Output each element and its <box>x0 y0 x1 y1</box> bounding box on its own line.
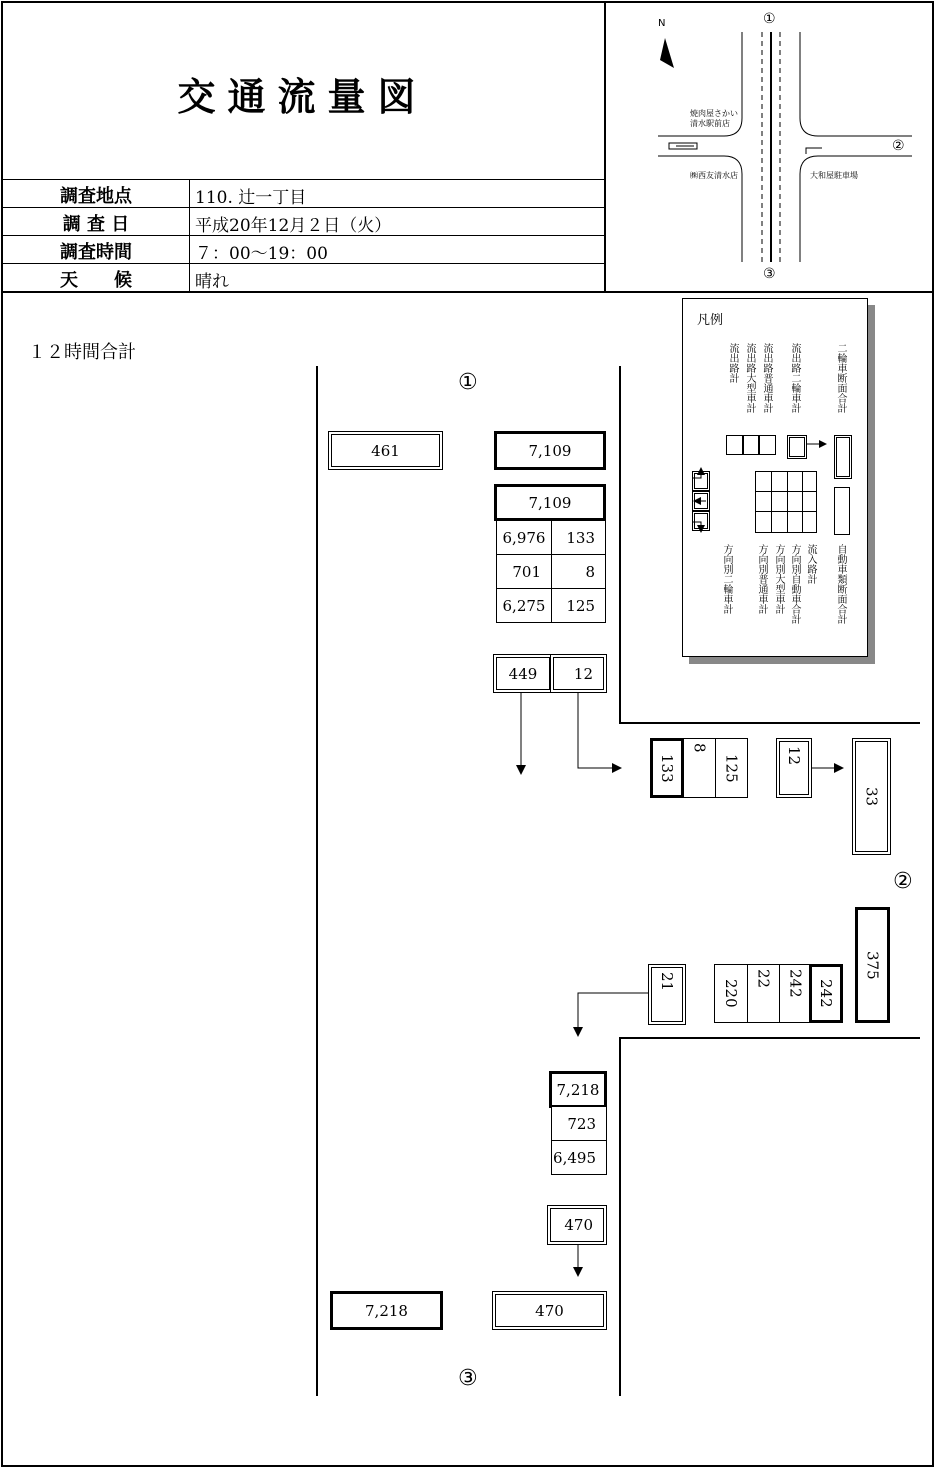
approach2-straight-large: 22 <box>747 964 780 1023</box>
legend-label-moto-cross: 二輪車断面合計 <box>835 343 846 413</box>
approach3-outflow-normal: 6,495 <box>551 1140 607 1175</box>
approach1-left-normal: 125 <box>551 588 606 623</box>
approach-2-label: ② <box>893 869 913 894</box>
approach3-outflow-large: 723 <box>551 1106 607 1141</box>
north-label: N <box>658 18 666 29</box>
approach1-moto-left: 12 <box>550 654 607 693</box>
approach1-inflow-total: 7,109 <box>494 484 606 521</box>
approach1-moto-cross-total: 461 <box>328 431 443 470</box>
approach1-straight-large: 701 <box>496 554 552 589</box>
approach2-straight-normal: 242 <box>779 964 812 1023</box>
approach2-inflow-total: 242 <box>809 964 843 1023</box>
page-title: 交通流量図 <box>177 75 428 119</box>
section-title: １２時間合計 <box>28 342 136 363</box>
legend-label-outflow-normal: 流出路普通車計 <box>761 343 772 413</box>
map-label-shop-branch: 清水駅前店 <box>690 119 730 128</box>
approach3-outflow-total: 7,218 <box>549 1071 607 1108</box>
survey-location-value: 110. 辻一丁目 <box>195 188 307 208</box>
legend-label-dir-car: 方向別自動車合計 <box>789 544 800 624</box>
map-approach-1: ① <box>763 11 776 27</box>
map-approach-2: ② <box>892 138 905 154</box>
approach2-straight-total: 220 <box>714 964 748 1023</box>
approach2-car-cross-total: 375 <box>855 907 890 1023</box>
weather-value: 晴れ <box>195 272 229 292</box>
legend-label-outflow-large: 流出路大型車計 <box>744 343 755 413</box>
legend-label-dir-large: 方向別大型車計 <box>773 544 784 614</box>
legend-label-inflow: 流入路計 <box>805 544 816 584</box>
survey-date-label: 調 査 日 <box>62 214 130 235</box>
legend-label-dir-moto: 方向別二輪車計 <box>721 544 732 614</box>
legend-arrows <box>683 299 867 656</box>
legend-panel <box>682 298 868 657</box>
legend-label-dir-normal: 方向別普通車計 <box>756 544 767 614</box>
map-label-shop: 焼肉屋さかい <box>690 109 738 118</box>
legend-label-outflow-total: 流出路計 <box>727 343 738 383</box>
approach1-straight-normal: 6,275 <box>496 588 552 623</box>
approach-1-label: ① <box>458 370 478 395</box>
approach2-outflow-moto: 12 <box>776 738 812 798</box>
map-approach-3: ③ <box>763 266 776 282</box>
survey-date-value: 平成20年12月２日（火） <box>195 216 392 236</box>
approach1-left-total: 133 <box>551 520 606 555</box>
approach2-moto-dir: 21 <box>648 964 686 1025</box>
map-label-seiyu: ㈱西友清水店 <box>690 171 738 180</box>
approach2-outflow-total: 133 <box>650 738 684 798</box>
weather-label: 天 候 <box>60 270 132 291</box>
legend-label-car-cross: 自動車類断面合計 <box>835 544 846 624</box>
legend-title: 凡例 <box>697 313 724 328</box>
approach1-outflow-total: 7,109 <box>494 431 606 470</box>
legend-label-outflow-moto: 流出路二輪車計 <box>789 343 800 413</box>
map-label-parking: 大和屋駐車場 <box>810 171 858 180</box>
approach2-outflow-normal: 125 <box>715 738 748 798</box>
approach-3-label: ③ <box>458 1366 478 1391</box>
approach3-car-cross-total: 7,218 <box>330 1291 443 1330</box>
approach3-moto-cross-total: 470 <box>492 1291 607 1330</box>
approach2-moto-cross-total: 33 <box>852 738 891 855</box>
survey-location-label: 調査地点 <box>60 186 132 207</box>
survey-time-label: 調査時間 <box>60 242 132 263</box>
survey-time-value: ７：00〜19：00 <box>195 244 328 264</box>
approach1-left-large: 8 <box>551 554 606 589</box>
approach2-outflow-large: 8 <box>683 738 716 798</box>
approach3-outflow-moto: 470 <box>547 1205 607 1245</box>
approach1-straight-total: 6,976 <box>496 520 552 555</box>
approach1-moto-straight: 449 <box>493 654 553 693</box>
